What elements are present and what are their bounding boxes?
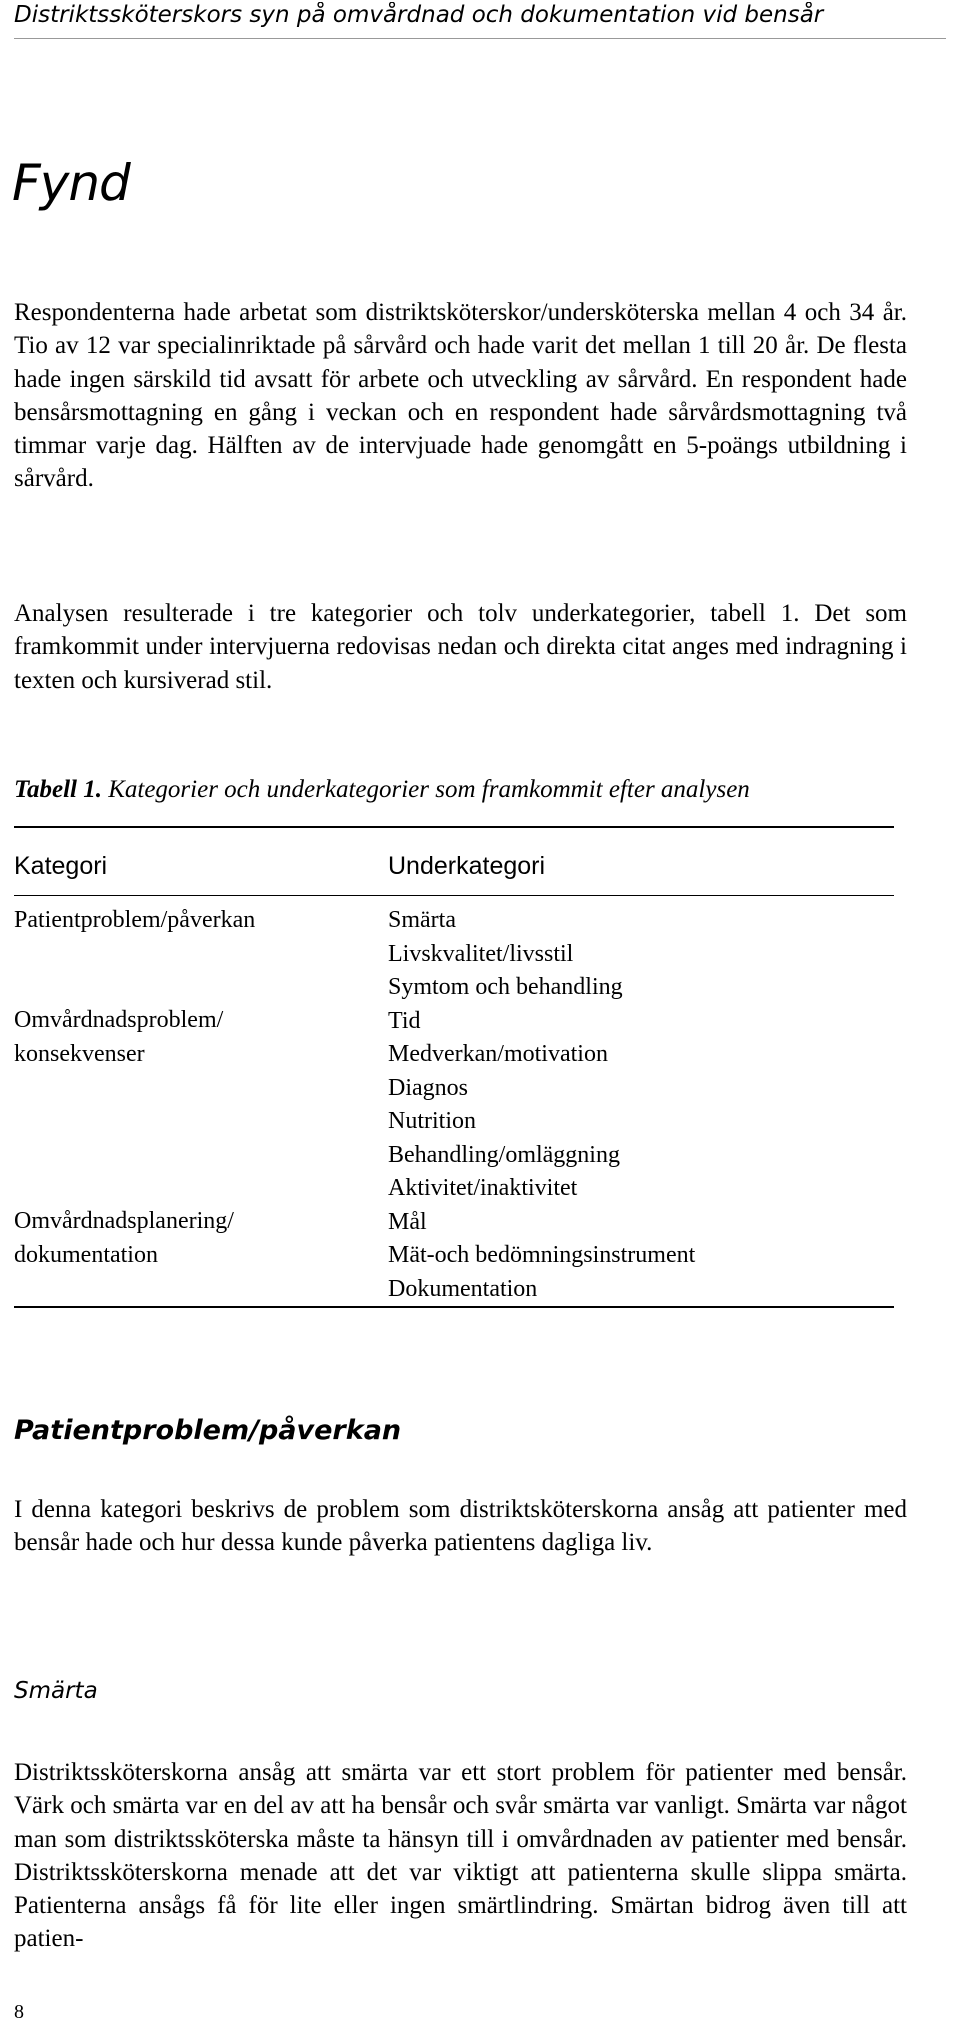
subcategory-item: Nutrition [388, 1108, 476, 1134]
category-cell [14, 1205, 374, 1272]
subcategory-item: Diagnos [388, 1074, 468, 1101]
subsection-heading: Smärta [14, 1678, 98, 1704]
page-number: 8 [14, 2001, 24, 2023]
chapter-title: Fynd [12, 154, 130, 212]
running-header: Distriktssköterskors syn på omvårdnad och dokumentation vid bensår [14, 2, 824, 28]
table-subcategories [388, 904, 868, 1306]
subcategory-item: Tid [388, 1007, 421, 1034]
subcategory-item: Dokumentation [388, 1275, 538, 1302]
category-line: Omvårdnadsproblem/ [14, 1007, 224, 1033]
subcategory-item: Aktivitet/inaktivitet [388, 1175, 578, 1201]
category-line: Patientproblem/påverkan [14, 907, 256, 933]
subcategory-item: Symtom och behandling [388, 974, 623, 1000]
subcategory-item: Mät-och bedömningsinstrument [388, 1242, 696, 1268]
table-header-category: Kategori [14, 852, 108, 880]
table-caption-text: Kategorier och underkategorier som framkommit efter analysen [101, 776, 750, 803]
category-line: konsekvenser [14, 1040, 145, 1067]
subcategory-item: Smärta [388, 907, 456, 933]
paragraph-analysis: Analysen resulterade i tre kategorier och tolv underkategorier, tabell 1. Det som framkommit under intervjuerna redovisas nedan och direkta citat anges med indragning i texten och kursiverad stil. [14, 600, 907, 694]
table-top-rule [14, 826, 894, 828]
header-rule [14, 38, 946, 39]
subcategory-item: Behandling/omläggning [388, 1141, 620, 1168]
category-line: dokumentation [14, 1241, 158, 1268]
table-caption-label: Tabell 1. [14, 776, 102, 803]
table-header-subcategory: Underkategori [388, 852, 546, 880]
table-caption [14, 775, 914, 805]
subcategory-item: Medverkan/motivation [388, 1041, 608, 1067]
paragraph-respondents: Respondenterna hade arbetat som distriktsköterskor/undersköterska mellan 4 och 34 år. Tio av 12 var specialinriktade på sårvård och hade varit det mellan 1 till 20 år. De flesta hade ingen särskild tid avsatt för arbete och utveckling av sårvård. En respondent hade bensårsmottagning en gång i veckan och en respondent hade sårvårdsmottagning två timmar varje dag. Hälften av de intervjuade hade genomgått en 5-poängs utbildning i sårvård. [14, 299, 907, 493]
category-cell [14, 904, 374, 938]
subcategory-item: Livskvalitet/livsstil [388, 940, 574, 967]
section-intro: I denna kategori beskrivs de problem som distriktsköterskorna ansåg att patienter med bensår hade och hur dessa kunde påverka patientens dagliga liv. [14, 1496, 907, 1557]
table-bottom-rule [14, 1306, 894, 1308]
category-line: Omvårdnadsplanering/ [14, 1208, 234, 1234]
table-header-rule [14, 895, 894, 896]
subsection-paragraph: Distriktssköterskorna ansåg att smärta var ett stort problem för patienter med bensår. Värk och smärta var en del av att ha bensår och svår smärta var vanligt. Smärta var något man som distriktssköterska måste ta hänsyn till i omvårdnaden av patienter med bensår. Distriktssköterskorna menade att det var viktigt att patienterna skulle slippa smärta. Patienterna ansågs få för lite eller ingen smärtlindring. Smärtan bidrog även till att patien- [14, 1759, 907, 1953]
section-heading: Patientproblem/påverkan [14, 1415, 402, 1446]
category-cell [14, 1004, 374, 1071]
subcategory-item: Mål [388, 1208, 427, 1235]
